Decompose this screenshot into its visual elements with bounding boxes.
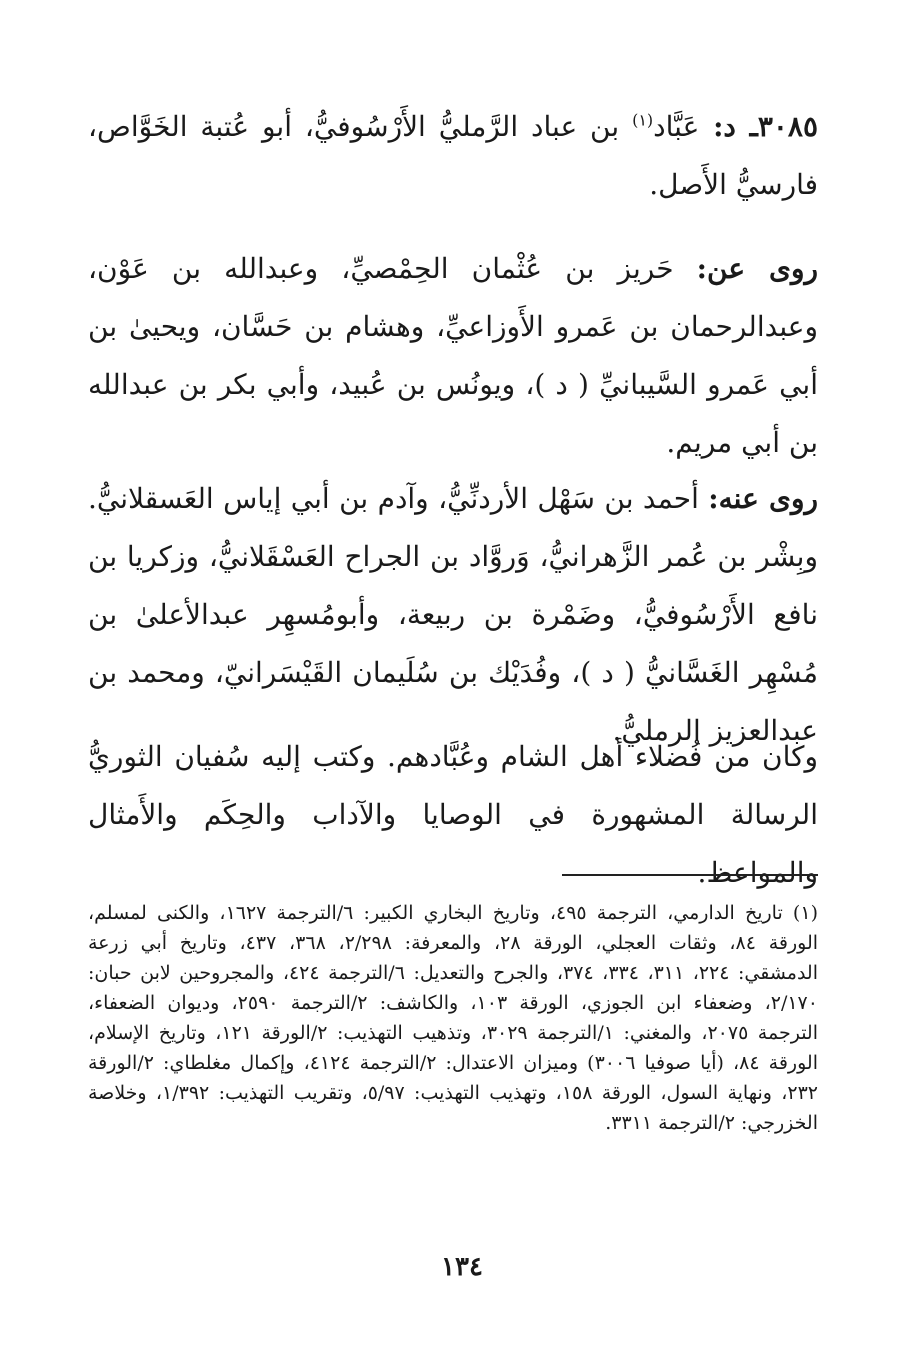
narrated-from-paragraph [88, 240, 818, 472]
entry-number: ٣٠٨٥ـ د: [699, 110, 818, 143]
entry-rest: بن عباد الرَّمليُّ الأَرْسُوفيُّ، أبو عُتبة الخَوَّاص، فارسيُّ الأَصل. [88, 110, 818, 201]
narrated-by-text: أحمد بن سَهْل الأردنِّيُّ، وآدم بن أبي إياس العَسقلانيُّ. وبِشْر بن عُمر الزَّهرانيُّ، وَروَّاد بن الجراح العَسْقَلانيُّ، وزكريا بن نافع الأَرْسُوفيُّ، وضَمْرة بن ربيعة، وأبومُسهِر عبدالأعلىٰ بن مُسْهِر الغَسَّانيُّ ( د )، وفُدَيْك بن سُلَيمان القَيْسَرانيّ، ومحمد بن عبدالعزيز الرمليُّ. [88, 482, 818, 747]
entry-paragraph [88, 98, 818, 214]
footnote-marker-label: (١) [792, 902, 818, 924]
narrated-from-text: حَريز بن عُثْمان الحِمْصيِّ، وعبدالله بن عَوْن، وعبدالرحمان بن عَمرو الأَوزاعيِّ، وهشام بن حَسَّان، ويحيىٰ بن أبي عَمرو السَّيبانيِّ ( د )، ويونُس بن عُبيد، وأبي بكر بن عبدالله بن أبي مريم. [88, 252, 818, 459]
entry-name: عَبَّاد [653, 110, 700, 143]
footnote-divider [562, 874, 818, 876]
footnote-text: تاريخ الدارمي، الترجمة ٤٩٥، وتاريخ البخاري الكبير: ٦/الترجمة ١٦٢٧، والكنى لمسلم، الورقة ٨٤، وثقات العجلي، الورقة ٢٨، والمعرفة: ٢/٢٩٨، ٣٦٨، ٤٣٧، وتاريخ أبي زرعة الدمشقي: ٢٢٤، ٣١١، ٣٣٤، ٣٧٤، والجرح والتعديل: ٦/الترجمة ٤٢٤، والمجروحين لابن حبان: ٢/١٧٠، وضعفاء ابن الجوزي، الورقة ١٠٣، والكاشف: ٢/الترجمة ٢٥٩٠، وديوان الضعفاء، الترجمة ٢٠٧٥، والمغني: ١/الترجمة ٣٠٢٩، وتذهيب التهذيب: ٢/الورقة ١٢١، وتاريخ الإسلام، الورقة ٨٤، (أيا صوفيا ٣٠٠٦) وميزان الاعتدال: ٢/الترجمة ٤١٢٤، وإكمال مغلطاي: ٢/الورقة ٢٣٢، ونهاية السول، الورقة ١٥٨، وتهذيب التهذيب: ٥/٩٧، وتقريب التهذيب: ١/٣٩٢، وخلاصة الخزرجي: ٢/الترجمة ٣٣١١. [88, 902, 819, 1134]
footnote-marker: (١) [632, 110, 654, 130]
closing-paragraph: وكان من فُضلاء أهل الشام وعُبَّادهم. وكتب إليه سُفيان الثوريُّ الرسالة المشهورة في الوصايا والآداب والحِكَم والأَمثال والمواعظ. [88, 740, 818, 889]
narrated-by-label: روى عنه: [708, 482, 818, 515]
footnote [88, 898, 818, 1138]
page-number: ١٣٤ [441, 1252, 483, 1282]
narrated-from-label: روى عن: [696, 252, 818, 285]
narrated-by-paragraph [88, 470, 818, 760]
